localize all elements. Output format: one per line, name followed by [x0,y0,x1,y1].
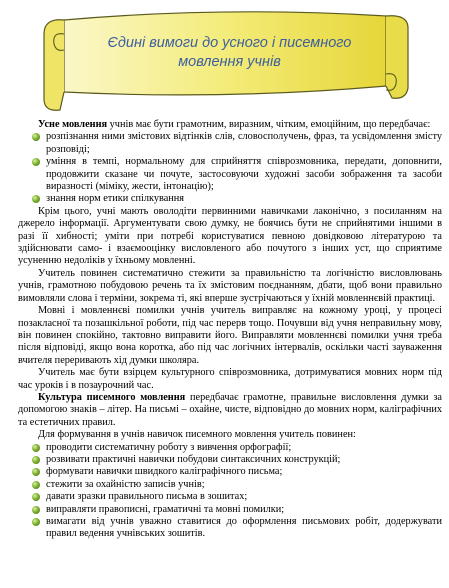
list-item: формувати навички швидкого каліграфічного письма; [32,466,442,478]
paragraph-written-requirements: Для формування в учнів навичок писемного мовлення учитель повинен: [38,429,356,441]
list-item: уміння в темпі, нормальному для сприйняття співрозмовника, передати, доповнити, продовжити сказане чи почуте, застосовуючи художні засоби зображення та засоби виразності (міміку, жести, інтонацію); [32,156,442,193]
paragraph-skills: Крім цього, учні мають оволодіти первинними навичками лаконічно, з посиланням на джерело інформації. Аргументувати свою думку, не боячись бути не сприйнятими іншими в разі її хибності; уміти при потребі користуватися певною довідковою літературою та здійснювати само- і взаємооцінку висловленого або почутого з інших уст, що сприятиме усуненню недоліків у їхньому мовленні. [18,205,442,267]
paragraph-error-correction: Мовні і мовленнєві помилки учнів учитель виправляє на кожному уроці, у процесі позакласної та позашкільної роботи, під час перерв тощо. Почувши від учня неправильну мову, він повинен спокійно, тактовно виправити його. Виправляти мовленнєві помилки учня треба після відповіді, якщо вона коротка, або під час логічних інтервалів, оскільки часті зауваження вчителя переривають хід думки школяра. [18,305,442,366]
page-title-line-2: мовлення учнів [178,54,281,70]
paragraph-text: учнів має бути грамотним, виразним, чітким, емоційним, що передбачає: [107,119,431,130]
paragraph-text: передбачає грамотне, правильне висловлення думки за допомогою знаків – літер. На письмі – охайне, чисте, відповідно до мовних норм, каліграфічних та естетичних правил. [18,391,442,428]
list-item: виправляти правописні, граматичні та мовні помилки; [32,504,442,516]
list-item: знання норм етики спілкування [32,193,442,205]
term-written-speech: Культура писемного мовлення [38,391,186,403]
term-oral-speech: Усне мовлення [38,119,108,130]
document-body [18,119,442,541]
paragraph-teacher-example: Учитель має бути взірцем культурного співрозмовника, дотримуватися мовних норм під час уроків і в позаурочний час. [18,367,442,391]
page-title [92,34,367,72]
list-item: розвивати практичні навички побудови синтаксичних конструкцій; [32,454,442,466]
title-banner [30,4,420,114]
paragraph-written-speech-intro [18,392,442,429]
list-item: стежити за охайністю записів учнів; [32,479,442,491]
oral-speech-list [18,131,442,205]
paragraph-teacher-monitoring: Учитель повинен систематично стежити за правильністю та логічністю висловлювань учнів, грамотною побудовою речень та їх змістовим поєднанням, дбати, щоб вони правильно вимовляли слова і терміни, зокрема ті, які вперше зустрічаються у їхній мовленнєвій практиці. [18,267,442,304]
page-title-line-1: Єдині вимоги до усного і писемного [107,35,352,51]
list-item: давати зразки правильного письма в зошитах; [32,491,442,503]
list-item: вимагати від учнів уважно ставитися до оформлення письмових робіт, додержувати правил ведення учнівських зошитів. [32,516,442,541]
list-item: розпізнання ними змістових відтінків слів, словосполучень, фраз, та усвідомлення змісту розповіді; [32,131,442,156]
written-speech-list [18,442,442,541]
paragraph-oral-speech-intro [18,119,442,131]
list-item: проводити систематичну роботу з вивчення орфографії; [32,442,442,454]
